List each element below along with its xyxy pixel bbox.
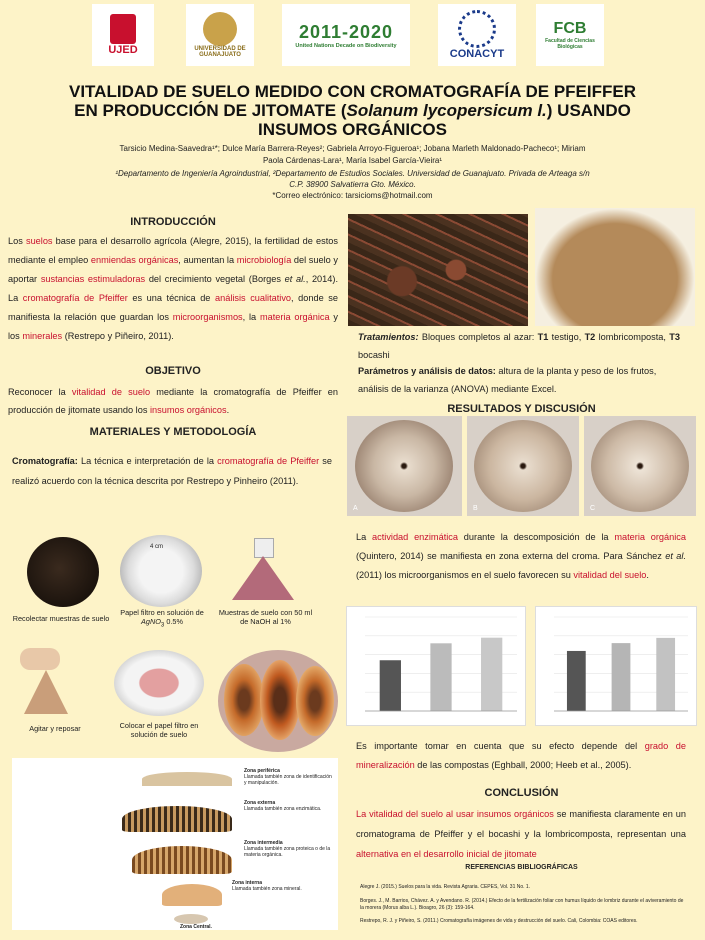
zone3-title: Zona intermedia bbox=[244, 840, 283, 846]
t: y los bbox=[8, 312, 338, 341]
zone1-title: Zona periférica bbox=[244, 768, 280, 774]
intro-heading: INTRODUCCIÓN bbox=[130, 216, 216, 228]
h: análisis cualitativo bbox=[214, 293, 292, 303]
label-c: C bbox=[590, 505, 596, 512]
h: vitalidad de suelo bbox=[71, 387, 151, 397]
affiliation bbox=[70, 168, 635, 201]
logo-fcb bbox=[536, 4, 604, 66]
step1-caption: Recolectar muestras de suelo bbox=[12, 614, 110, 623]
affiliation-line2: C.P. 38900 Salvatierra Gto. México. bbox=[289, 180, 416, 189]
t: se manifiesta claramente en un cromatograma de Pfeiffer y el bocashi y la lombricomposta, representan una bbox=[356, 809, 687, 839]
chromatogram-a bbox=[347, 416, 462, 516]
step4-caption: Agitar y reposar bbox=[29, 724, 81, 733]
h: La vitalidad del suelo al usar insumos orgánicos bbox=[356, 809, 554, 819]
ujed-emblem-icon bbox=[110, 14, 136, 44]
h: alternativa en el desarrollo inicial de jitomate bbox=[356, 849, 537, 859]
authors bbox=[70, 143, 635, 167]
step2-caption bbox=[108, 608, 216, 629]
t: T3 bbox=[669, 332, 680, 342]
t: (Restrepo y Piñeiro, 2011). bbox=[62, 331, 174, 341]
t: Reconocer la bbox=[8, 387, 72, 397]
t: Parámetros y análisis de datos: bbox=[358, 366, 496, 376]
h: microbiología bbox=[236, 255, 292, 265]
t: testigo, bbox=[548, 332, 585, 342]
t: T2 bbox=[584, 332, 596, 342]
h: suelos bbox=[25, 236, 53, 246]
logo-ujed bbox=[92, 4, 154, 66]
t: se realizó acuerdo con la técnica descrita por Restrepo y Pinheiro (2011). bbox=[12, 456, 332, 486]
title-line3: INSUMOS ORGÁNICOS bbox=[258, 120, 447, 139]
bar-1 bbox=[380, 660, 401, 711]
t: 0.5% bbox=[164, 617, 183, 626]
bocashi-photo bbox=[535, 208, 695, 326]
t: AgNO bbox=[141, 617, 161, 626]
zone3-desc: Llamada también zona proteica o de la materia orgánica. bbox=[244, 846, 331, 858]
title-line2-pre: EN PRODUCCIÓN DE JITOMATE ( bbox=[74, 101, 347, 120]
conclusion-text bbox=[356, 804, 686, 864]
t: altura de la planta y peso de los frutos, análisis de la varianza (ANOVA) mediante Excel. bbox=[358, 366, 657, 394]
flask-photo bbox=[232, 538, 294, 602]
t: , 2014). La bbox=[8, 274, 339, 303]
importante-text bbox=[356, 737, 686, 775]
t: Los bbox=[8, 236, 26, 246]
fcb-text: FCB bbox=[553, 20, 587, 37]
h: materia orgánica bbox=[259, 312, 330, 322]
resultados-text bbox=[356, 528, 686, 585]
t: , donde se manifiesta la relación que guardan los bbox=[8, 293, 338, 322]
chart-fruit-weight bbox=[535, 606, 697, 726]
t: es una técnica de bbox=[127, 293, 215, 303]
bar-3 bbox=[656, 638, 675, 711]
t: del crecimiento vegetal (Borges bbox=[145, 274, 285, 284]
materiales-heading: MATERIALES Y METODOLOGÍA bbox=[89, 426, 257, 438]
t: (Quintero, 2014) se manifiesta en zona externa del croma. Para Sánchez bbox=[356, 551, 666, 561]
conacyt-text: CONACYT bbox=[449, 48, 505, 60]
logo-ugto bbox=[186, 4, 254, 66]
intro-text bbox=[8, 232, 338, 346]
h: actividad enzimática bbox=[372, 532, 458, 542]
label-b: B bbox=[473, 505, 478, 512]
step3-caption: Muestras de suelo con 50 ml de NaOH al 1% bbox=[218, 608, 313, 626]
bar-2 bbox=[430, 643, 451, 711]
paper-in-dish-photo bbox=[114, 650, 204, 716]
conacyt-globe-icon bbox=[458, 10, 496, 48]
step5-caption: Colocar el papel filtro en solución de suelo bbox=[119, 721, 199, 739]
objetivo-heading: OBJETIVO bbox=[145, 365, 201, 377]
h: microorganismos bbox=[172, 312, 243, 322]
reference-2: Borges. J., M. Barrios, Chávez. A. y Avendano. R. (2014.) Efecto de la fertilización foliar con humus líquido de lombriz durante el aviveramiento de la morera (Morus alba L.). Bioagro, 26 (3): 159-164. bbox=[360, 898, 684, 911]
ugto-text: UNIVERSIDAD DE GUANAJUATO bbox=[194, 46, 246, 58]
shake-flask-photo bbox=[10, 648, 82, 718]
t: Cromatografía: bbox=[12, 456, 78, 466]
bar-1 bbox=[567, 651, 586, 711]
t: bocashi bbox=[358, 350, 390, 360]
chromatogram-c bbox=[584, 416, 696, 516]
title-line1: VITALIDAD DE SUELO MEDIDO CON CROMATOGRAFÍA DE PFEIFFER bbox=[69, 82, 636, 101]
reference-1: Alegre J. (2015.) Suelos para la vida. Revista Agraria. CEPES, Vol. 31 No. 1. bbox=[360, 884, 531, 890]
t: lombricomposta, bbox=[595, 332, 670, 342]
h: cromatografía de Pfeiffer bbox=[22, 293, 128, 303]
t: del suelo y aportar bbox=[8, 255, 338, 284]
t: Bloques completos al azar: bbox=[418, 332, 538, 342]
bar-3 bbox=[481, 638, 502, 711]
poster-title bbox=[60, 82, 645, 139]
ugto-seal-icon bbox=[203, 12, 237, 46]
soil-sample-photo bbox=[27, 537, 99, 607]
worms-photo bbox=[348, 214, 528, 326]
t: 3 bbox=[160, 621, 165, 629]
zone2-desc: Llamada también zona enzimática. bbox=[244, 806, 322, 812]
t: Es importante tomar en cuenta que su efecto depende del bbox=[356, 741, 645, 751]
t: Tratamientos: bbox=[358, 332, 419, 342]
title-line2 bbox=[60, 101, 645, 120]
h: vitalidad del suelo bbox=[573, 570, 647, 580]
t: . bbox=[646, 570, 649, 580]
label-a: A bbox=[353, 505, 358, 512]
conclusion-heading: CONCLUSIÓN bbox=[484, 787, 559, 799]
t: de las compostas (Eghball, 2000; Heeb et al., 2005). bbox=[414, 760, 632, 770]
fcb-sub: Facultad de Ciencias Biológicas bbox=[545, 38, 595, 50]
h: grado de mineralización bbox=[356, 741, 686, 770]
t: , la bbox=[242, 312, 260, 322]
chart1-svg bbox=[536, 607, 696, 725]
h: cromatografía de Pfeiffer bbox=[217, 456, 320, 466]
zone5-text: Zona Central. bbox=[180, 924, 212, 930]
zone1-desc: Llamada también zona de identificación y manipulación. bbox=[244, 774, 332, 786]
contact-email: *Correo electrónico: tarsicioms@hotmail.com bbox=[272, 191, 433, 200]
chart0-svg bbox=[347, 607, 525, 725]
materiales-text bbox=[12, 451, 332, 491]
title-line2-post: ) USANDO bbox=[546, 101, 631, 120]
t: mediante la cromatografía de Pfeiffer en producción de jitomate usando los bbox=[8, 387, 339, 415]
decade-sub: United Nations Decade on Biodiversity bbox=[295, 42, 397, 49]
logo-conacyt bbox=[438, 4, 516, 66]
zone2-title: Zona externa bbox=[244, 800, 276, 806]
h: minerales bbox=[22, 331, 63, 341]
t: La bbox=[356, 532, 373, 542]
h: insumos orgánicos bbox=[150, 405, 227, 415]
parametros-text bbox=[358, 362, 680, 398]
t: et al. bbox=[284, 274, 306, 284]
reference-3: Restrepo, R. J. y Piñeiro, S. (2011.) Cromatografía imágenes de vida y destrucción del suelo. Cali, Colombia: COAS editores. bbox=[360, 918, 638, 924]
t: durante la descomposición de la bbox=[458, 532, 615, 542]
t: . bbox=[226, 405, 230, 415]
decade-text: 2011-2020 bbox=[298, 21, 394, 42]
t: base para el desarrollo agrícola (Alegre, 2015), la fertilidad de estos mediante el empleo bbox=[8, 236, 338, 265]
authors-line2: Paola Cárdenas-Lara¹, María Isabel García-Vieira¹ bbox=[262, 156, 443, 165]
t: , aumentan la bbox=[178, 255, 237, 265]
affiliation-line1: ¹Departamento de Ingeniería Agroindustrial, ²Departamento de Estudios Sociales. Universidad de Guanajuato. Privada de Arteaga s/n bbox=[115, 169, 590, 178]
logo-decade bbox=[282, 4, 410, 66]
ujed-text: UJED bbox=[108, 44, 138, 56]
referencias-heading: REFERENCIAS BIBLIOGRÁFICAS bbox=[465, 864, 578, 871]
authors-line1: Tarsicio Medina-Saavedra¹*; Dulce María Barrera-Reyes²; Gabriela Arroyo-Figueroa¹; Jobana Marleth Maldonado-Pacheco¹; Miriam bbox=[119, 144, 586, 153]
title-species: Solanum lycopersicum l. bbox=[346, 101, 547, 120]
chromatogram-zones-diagram bbox=[12, 758, 338, 930]
t: (2011) los microorganismos en el suelo favorecen su bbox=[356, 570, 574, 580]
h: enmiendas orgánicas bbox=[90, 255, 179, 265]
h: materia orgánica bbox=[614, 532, 687, 542]
resultados-heading: RESULTADOS Y DISCUSIÓN bbox=[447, 403, 596, 415]
zone5-title bbox=[180, 924, 212, 930]
t: T1 bbox=[537, 332, 549, 342]
zone4-title: Zona interna bbox=[232, 880, 263, 886]
t: et al. bbox=[665, 551, 686, 561]
paper-mark: 4 cm bbox=[150, 544, 164, 550]
t: Papel filtro en solución de bbox=[120, 608, 204, 617]
chromatogram-b bbox=[467, 416, 579, 516]
zone4-desc: Llamada también zona mineral. bbox=[232, 886, 302, 892]
bar-2 bbox=[612, 643, 631, 711]
chart-plant-height bbox=[346, 606, 526, 726]
chromatograms-photo bbox=[218, 650, 338, 752]
t: La técnica e interpretación de la bbox=[77, 456, 218, 466]
h: sustancias estimuladoras bbox=[40, 274, 146, 284]
tratamientos-text bbox=[358, 328, 680, 364]
objetivo-text bbox=[8, 383, 338, 419]
